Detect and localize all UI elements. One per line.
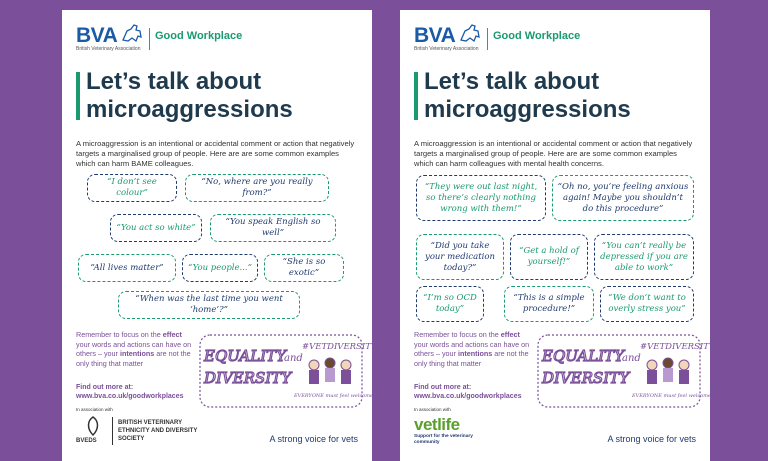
example-bubble: “You speak English so well” (210, 214, 336, 242)
find-url-link[interactable]: www.bva.co.uk/goodworkplaces (414, 393, 522, 400)
brand-header (414, 24, 614, 58)
badge-equality: EQUALITY (204, 347, 287, 365)
title-accent-bar (414, 72, 418, 120)
tagline: A strong voice for vets (269, 434, 358, 444)
example-bubble: “Get a hold of yourself!” (510, 234, 588, 280)
title-accent-bar (76, 72, 80, 120)
good-workplace-label: Good Workplace (493, 30, 581, 42)
reminder-text: Remember to focus on the effect your words and actions can have on others – your intentions are not the only thing that matter (414, 330, 530, 368)
badge-hashtag: #VETDIVERSITY (302, 342, 377, 352)
badge-diversity: DIVERSITY (542, 369, 630, 387)
example-bubble: “No, where are you really from?” (185, 174, 329, 202)
example-bubble: “All lives matter” (78, 254, 176, 282)
example-bubble: “You act so white” (110, 214, 202, 242)
vetlife-tagline: Support for the veterinary community (414, 434, 473, 445)
bva-subtitle: British Veterinary Association (76, 46, 141, 52)
horse-icon (120, 22, 144, 44)
example-bubble: “You can’t really be depressed if you are able to work” (594, 234, 694, 280)
example-bubble: “Did you take your medication today?” (416, 234, 504, 280)
poster-mental-health (400, 10, 715, 461)
brand-divider (149, 28, 150, 50)
example-bubble: “They were out last night, so there’s clearly nothing wrong with them!” (416, 175, 546, 221)
example-bubble: “Oh no, you’re feeling anxious again! Maybe you shouldn’t do this procedure” (552, 175, 694, 221)
reminder-text: Remember to focus on the effect your words and actions can have on others – your intentions are not the only thing that matter (76, 330, 192, 368)
bva-logo-text: BVA (76, 24, 118, 47)
badge-hashtag: #VETDIVERSITY (640, 342, 715, 352)
bva-logo-text: BVA (414, 24, 456, 47)
intro-text: A microaggression is an intentional or accidental comment or action that negatively targets a marginalised group of people. Here are are some common examples which can harm colleagues with mental health concerns. (414, 139, 693, 168)
association-label: In association with (76, 407, 113, 412)
example-bubble: “When was the last time you went ‘home’?” (118, 291, 300, 319)
bva-subtitle: British Veterinary Association (414, 46, 479, 52)
find-url-link[interactable]: www.bva.co.uk/goodworkplaces (76, 393, 184, 400)
badge-and: and (622, 353, 641, 364)
partner-logo-bveds (76, 415, 216, 447)
badge-and: and (284, 353, 303, 364)
bveds-mark-icon (82, 415, 104, 437)
find-out-more: Find out more at: www.bva.co.uk/goodworkplaces (76, 384, 184, 400)
bveds-abbr: BVEDS (76, 438, 97, 444)
page-title: Let’s talk about microaggressions (424, 68, 631, 123)
example-bubble: “This is a simple procedure!” (504, 286, 594, 322)
horse-icon (458, 22, 482, 44)
example-bubble: “We don’t want to overly stress you” (600, 286, 694, 322)
good-workplace-label: Good Workplace (155, 30, 243, 42)
example-bubble: “I’m so OCD today” (416, 286, 484, 322)
badge-equality: EQUALITY (542, 347, 625, 365)
badge-welcome: EVERYONE must feel welcome! (294, 393, 375, 399)
find-out-more: Find out more at: www.bva.co.uk/goodworkplaces (414, 384, 522, 400)
intro-text: A microaggression is an intentional or accidental comment or action that negatively targets a marginalised group of people. Here are are some common examples which can harm BAME colleagues. (76, 139, 355, 168)
example-bubble: “You people...” (182, 254, 258, 282)
association-label: In association with (414, 407, 451, 412)
example-bubble: “She is so exotic” (264, 254, 344, 282)
partner-logo-vetlife (414, 415, 554, 447)
brand-header (76, 24, 276, 58)
equality-diversity-badge (198, 333, 377, 409)
poster-bame (62, 10, 377, 461)
tagline: A strong voice for vets (607, 434, 696, 444)
bveds-name: BRITISH VETERINARY ETHNICITY AND DIVERSITY SOCIETY (118, 420, 198, 442)
vetlife-wordmark: vetlife (414, 415, 460, 434)
equality-diversity-badge (536, 333, 715, 409)
example-bubble: “I don’t see colour” (87, 174, 177, 202)
page-title: Let’s talk about microaggressions (86, 68, 293, 123)
brand-divider (487, 28, 488, 50)
badge-diversity: DIVERSITY (204, 369, 292, 387)
badge-welcome: EVERYONE must feel welcome! (632, 393, 713, 399)
